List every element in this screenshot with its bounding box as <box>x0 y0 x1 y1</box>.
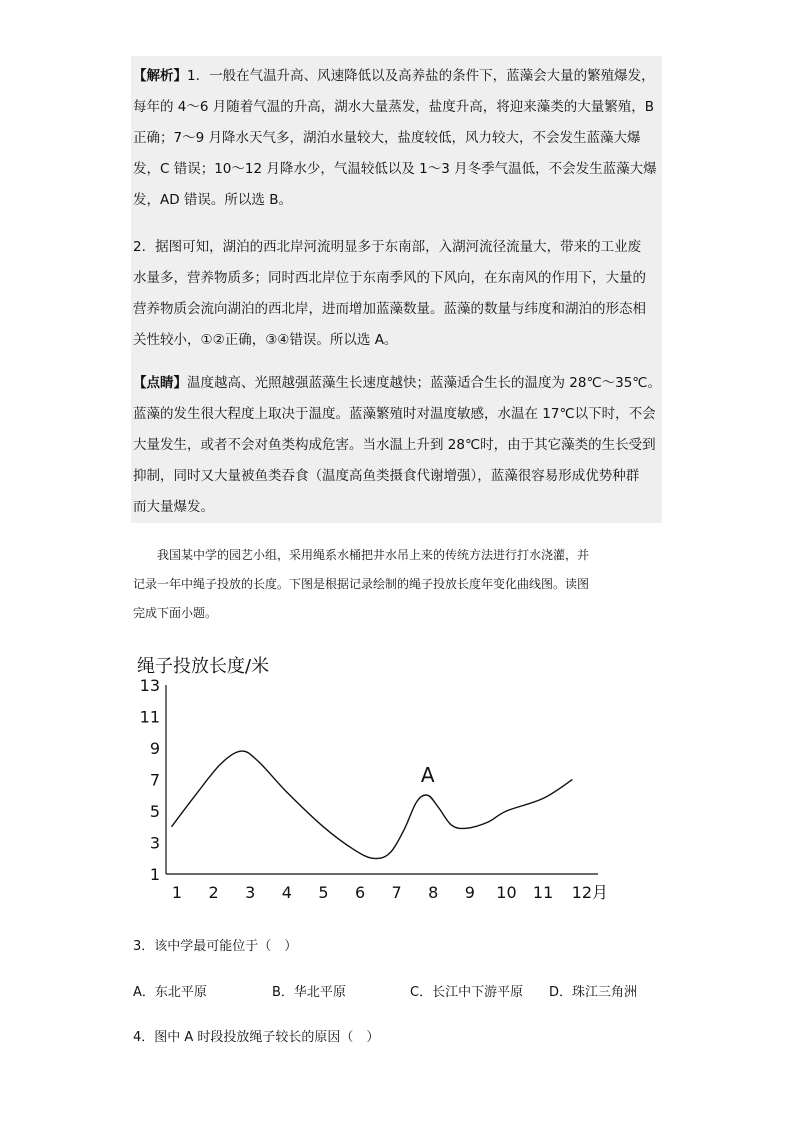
analysis-line: 发，AD 错误。所以选 B。 <box>133 192 292 208</box>
rope-length-curve <box>172 751 573 858</box>
analysis-line: 2．据图可知，湖泊的西北岸河流明显多于东南部，入湖河流径流量大，带来的工业废 <box>133 239 642 255</box>
y-tick-label: 13 <box>139 676 160 695</box>
intro-paragraph <box>133 541 663 628</box>
x-tick-label: 11 <box>532 883 554 902</box>
x-tick-label: 8 <box>428 883 439 902</box>
comment-line: 大量发生，或者不会对鱼类构成危害。当水温上升到 28℃时，由于其它藻类的生长受到 <box>133 437 656 453</box>
comment-line: 而大量爆发。 <box>133 499 214 515</box>
comment-line: 抑制，同时又大量被鱼类吞食（温度高鱼类摄食代谢增强），蓝藻很容易形成优势种群 <box>133 468 640 484</box>
x-tick-label: 2 <box>208 883 219 902</box>
question-3: 3．该中学最可能位于（ ） <box>133 939 298 954</box>
analysis-line: 水量多，营养物质多；同时西北岸位于东南季风的下风向，在东南风的作用下，大量的 <box>133 270 646 286</box>
comment-tag: 【点睛】 <box>133 375 187 391</box>
x-tick-label: 3 <box>245 883 256 902</box>
y-tick-label: 3 <box>149 833 160 853</box>
y-tick-label: 1 <box>149 865 160 884</box>
x-tick-label: 1 <box>171 883 183 902</box>
y-tick-label: 9 <box>149 739 160 758</box>
analysis-paragraph-1 <box>133 61 663 216</box>
comment-line: 蓝藻的发生很大程度上取决于温度。蓝藻繁殖时对温度敏感，水温在 17℃以下时，不会 <box>133 406 656 422</box>
x-tick-label: 9 <box>464 883 475 902</box>
analysis-line: 每年的 4～6 月随着气温的升高，湖水大量蒸发，盐度升高，将迎来藻类的大量繁殖，B <box>133 99 655 115</box>
q3-option-b[interactable]: B．华北平原 <box>272 985 346 1000</box>
intro-line: 我国某中学的园艺小组，采用绳系水桶把井水吊上来的传统方法进行打水浇灌，并 <box>157 548 590 562</box>
q3-option-c[interactable]: C．长江中下游平原 <box>410 985 524 1000</box>
comment-paragraph <box>133 368 663 523</box>
q3-option-d[interactable]: D．珠江三角洲 <box>549 985 638 1000</box>
q3-option-a[interactable]: A．东北平原 <box>133 985 207 1000</box>
x-tick-label: 7 <box>391 883 402 902</box>
analysis-paragraph-2 <box>133 232 663 356</box>
y-tick-label: 11 <box>139 707 160 727</box>
intro-line: 完成下面小题。 <box>133 606 218 620</box>
intro-line: 记录一年中绳子投放的长度。下图是根据记录绘制的绳子投放长度年变化曲线图。读图 <box>133 577 590 591</box>
analysis-line: 正确；7～9 月降水天气多，湖泊水量较大，盐度较低，风力较大，不会发生蓝藻大爆 <box>133 130 641 146</box>
analysis-line: 1．一般在气温升高、风速降低以及高养盐的条件下，蓝藻会大量的繁殖爆发， <box>187 68 655 84</box>
question-4: 4．图中 A 时段投放绳子较长的原因（ ） <box>133 1030 380 1045</box>
annotation-a: A <box>420 762 435 787</box>
x-tick-label: 12月 <box>571 883 609 902</box>
x-tick-label: 4 <box>281 883 292 902</box>
x-tick-label: 10 <box>496 883 517 902</box>
chart-title: 绳子投放长度/米 <box>137 656 270 677</box>
y-tick-label: 5 <box>149 802 160 821</box>
analysis-tag: 【解析】 <box>133 68 187 84</box>
rope-length-chart <box>120 645 610 910</box>
analysis-line: 关性较小，①②正确，③④错误。所以选 A。 <box>133 332 398 348</box>
analysis-line: 营养物质会流向湖泊的西北岸，进而增加蓝藻数量。蓝藻的数量与纬度和湖泊的形态相 <box>133 301 646 317</box>
analysis-line: 发，C 错误；10～12 月降水少，气温较低以及 1～3 月冬季气温低，不会发生蓝藻大爆 <box>133 161 657 177</box>
x-tick-label: 5 <box>318 883 329 902</box>
y-tick-label: 7 <box>149 770 160 790</box>
comment-line: 温度越高、光照越强蓝藻生长速度越快；蓝藻适合生长的温度为 28℃～35℃。 <box>187 375 661 391</box>
x-tick-label: 6 <box>354 883 366 902</box>
